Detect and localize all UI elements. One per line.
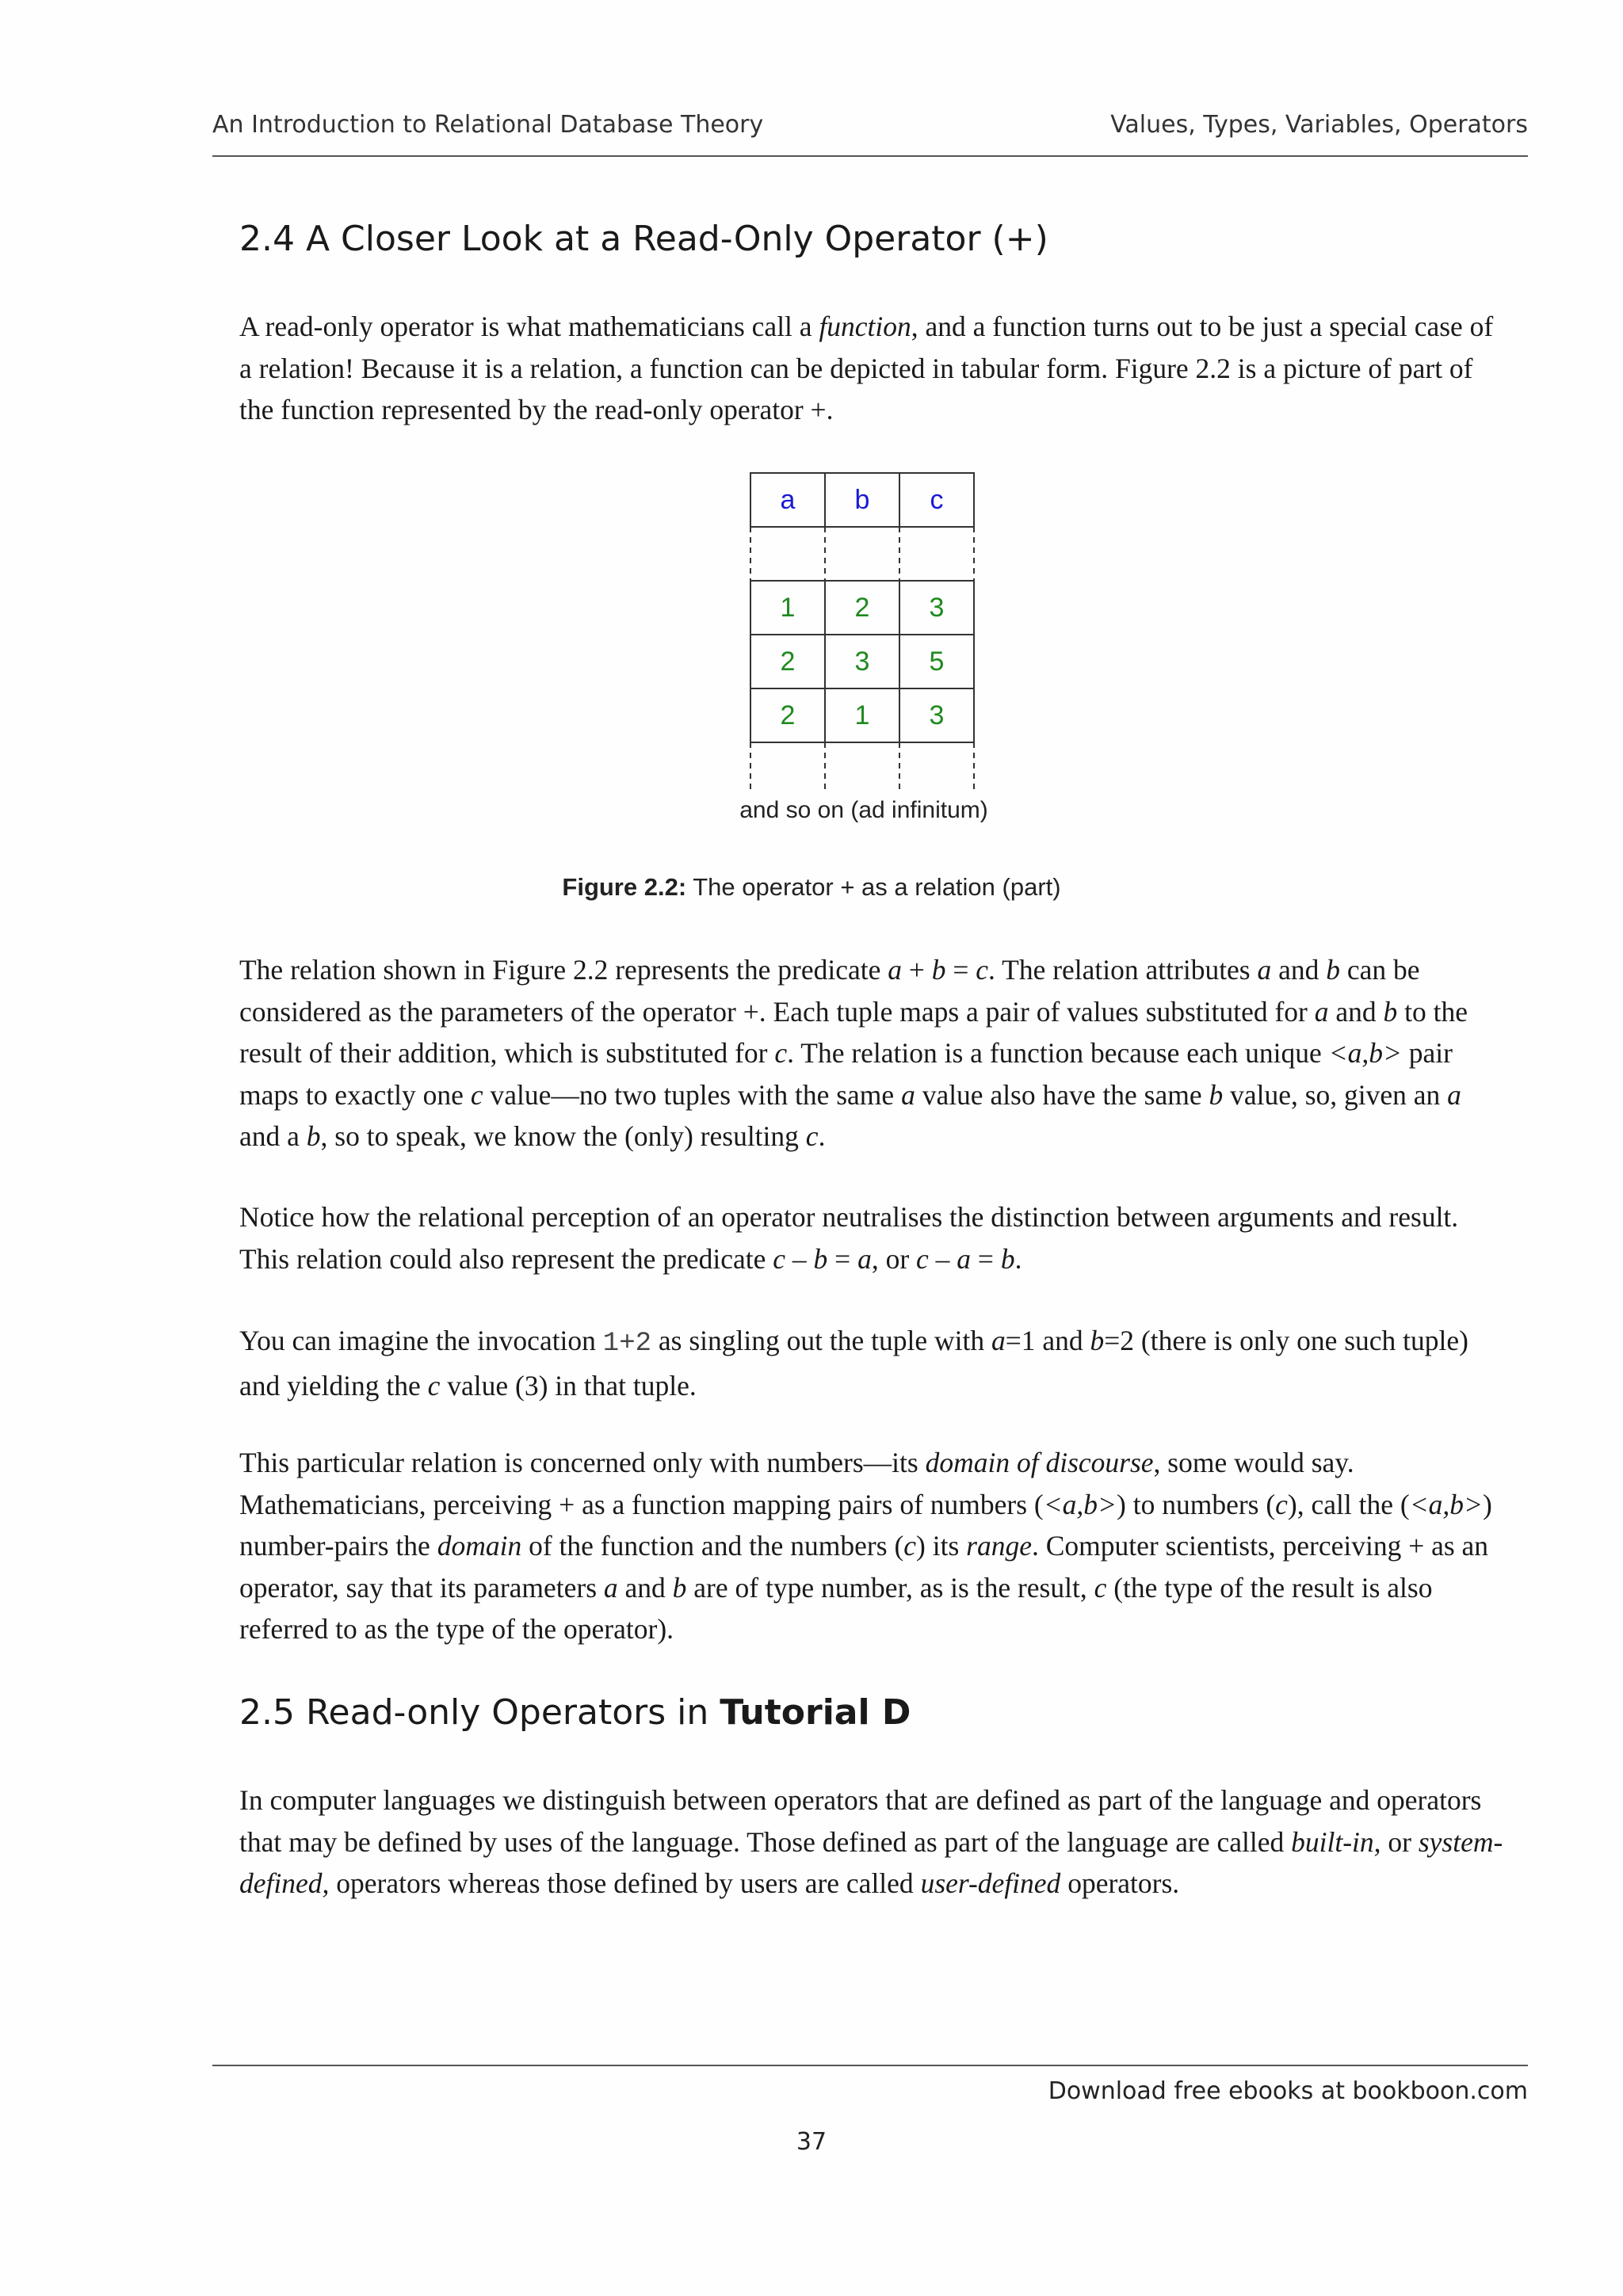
paragraph-builtin-operators: In computer languages we distinguish between operators that are defined as part of the language and operators that may be defined by uses of the language. Those defined as part of the language are called built-in, or system-defined, operators whereas those defined by users are called user-defined operators. [239, 1784, 1503, 1899]
paragraph-intro: A read-only operator is what mathematicians call a function, and a function turns out to be just a special case of a relation! Because it is a relation, a function can be depicted in tabular form. Figure 2.2 is a picture of part of the function represented by the read-only operator +. [239, 311, 1494, 425]
paragraph-neutralises: Notice how the relational perception of an operator neutralises the distinction between arguments and result. This relation could also represent the predicate c – b = a, or c – a = b. [239, 1201, 1459, 1275]
table-cell: 3 [854, 646, 870, 677]
table-cell: 2 [854, 592, 870, 623]
section-heading-2-5: 2.5 Read-only Operators in Tutorial D [239, 1692, 911, 1733]
paragraph-invocation: You can imagine the invocation 1+2 as singling out the tuple with a=1 and b=2 (there is only one such tuple) and yielding the c value (3) in that tuple. [239, 1325, 1468, 1402]
footer-rule [212, 2065, 1528, 2066]
header-chapter-title: Values, Types, Variables, Operators [1110, 111, 1528, 139]
section-heading-2-4: 2.4 A Closer Look at a Read-Only Operator (+) [239, 219, 1048, 259]
running-header [212, 111, 1528, 157]
table-header-b: b [854, 484, 870, 515]
table-cell: 3 [929, 592, 945, 623]
paragraph-predicate: The relation shown in Figure 2.2 represents the predicate a + b = c. The relation attributes a and b can be considered as the parameters of the operator +. Each tuple maps a pair of values substituted for a and b to the result of their addition, which is substituted for c. The relation is a function because each unique <a,b> pair maps to exactly one c value—no two tuples with the same a value also have the same b value, so, given an a and a b, so to speak, we know the (only) resulting c. [239, 954, 1468, 1152]
table-continuation-note: and so on (ad infinitum) [739, 797, 988, 823]
table-cell: 1 [854, 700, 870, 730]
footer-download-link[interactable]: Download free ebooks at bookboon.com [1048, 2077, 1528, 2105]
table-cell: 2 [780, 646, 796, 677]
table-cell: 2 [780, 700, 796, 730]
table-header-c: c [930, 484, 944, 515]
paragraph-domain: This particular relation is concerned only with numbers—its domain of discourse, some would say. Mathematicians, perceiving + as a function mapping pairs of numbers (<a,b>) to numbers (c), call the (<a,b>) number-pairs the domain of the function and the numbers (c) its range. Computer scientists, perceiving + as an operator, say that its parameters a and b are of type number, as is the result, c (the type of the result is also referred to as the type of the operator). [239, 1447, 1492, 1645]
table-cell: 1 [780, 592, 796, 623]
code-snippet: 1+2 [602, 1329, 652, 1359]
table-cell: 5 [929, 646, 945, 677]
table-header-a: a [780, 484, 796, 515]
page-number: 37 [796, 2128, 827, 2156]
header-book-title: An Introduction to Relational Database Theory [212, 111, 764, 139]
table-cell: 3 [929, 700, 945, 730]
figure-caption: Figure 2.2: The operator + as a relation (part) [562, 873, 1061, 901]
